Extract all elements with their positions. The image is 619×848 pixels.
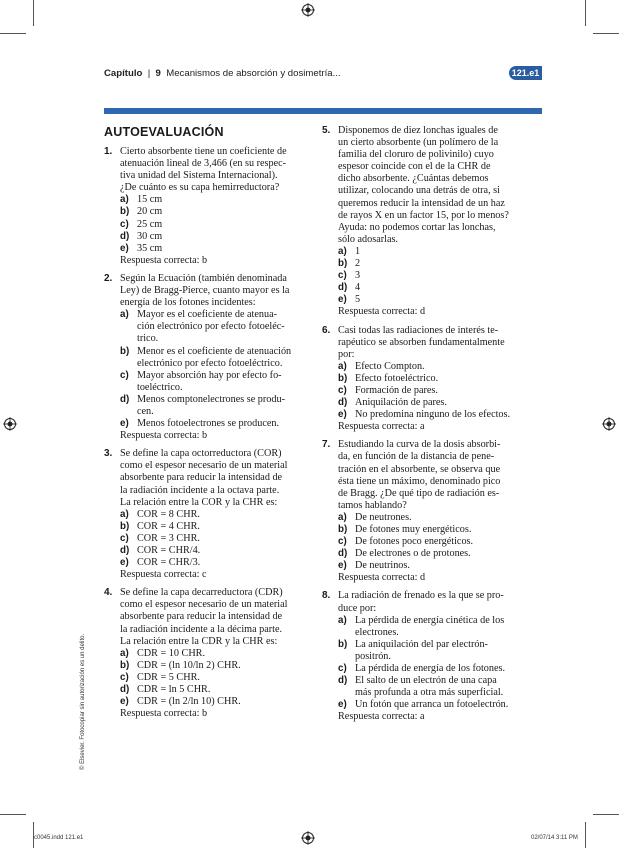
option-letter: b)	[120, 206, 130, 218]
option-letter: d)	[338, 397, 348, 409]
correct-answer: Respuesta correcta: b	[120, 254, 208, 266]
answer-option	[120, 206, 310, 218]
chapter-number: 9	[155, 68, 161, 79]
option-letter: c)	[338, 384, 347, 396]
option-letter: c)	[338, 536, 347, 548]
option-letter: a)	[338, 511, 347, 523]
question-text-line: Casi todas las radiaciones de interés te-	[338, 324, 499, 336]
answer-option	[120, 243, 310, 255]
option-letter: c)	[338, 270, 347, 282]
chapter-title: Mecanismos de absorción y dosimetría...	[166, 68, 341, 79]
option-text-line: Efecto fotoeléctrico.	[355, 372, 439, 384]
option-letter: b)	[338, 638, 348, 650]
option-text-line: 5	[355, 294, 361, 306]
option-text-line: Mayor absorción hay por efecto fo-	[137, 369, 282, 381]
option-text-line: CDR = (ln 2/ln 10) CHR.	[137, 696, 241, 708]
answer-option	[338, 512, 528, 524]
option-text-line: CDR = ln 5 CHR.	[137, 684, 211, 696]
option-letter: a)	[120, 194, 129, 206]
question-text-line: la radiación incidente a la décima parte.	[120, 623, 283, 635]
answer-option	[338, 294, 528, 306]
option-text-line: electrónico por efecto fotoeléctrico.	[137, 357, 283, 369]
option-letter: c)	[120, 532, 129, 544]
left-column	[104, 146, 310, 726]
answer-option	[338, 282, 528, 294]
option-letter: a)	[120, 647, 129, 659]
copyright-side-note: © Elsevier. Fotocopiar sin autorización es un delito.	[80, 633, 86, 770]
answer-option	[120, 545, 310, 557]
option-letter: c)	[120, 218, 129, 230]
correct-answer: Respuesta correcta: a	[338, 711, 425, 723]
option-text-line: Menor es el coeficiente de atenuación	[137, 345, 292, 357]
answer-option	[120, 309, 310, 345]
answer-option	[120, 521, 310, 533]
option-text-line: 20 cm	[137, 206, 163, 218]
registration-mark-icon	[602, 417, 616, 431]
option-text-line: Menos comptonelectrones se produ-	[137, 393, 285, 405]
question-text-line: da, en función de la distancia de pene-	[338, 451, 495, 463]
answer-option	[338, 615, 528, 639]
question-text-line: La radiación de frenado es la que se pro-	[338, 590, 504, 602]
answer-option	[338, 270, 528, 282]
option-letter: b)	[120, 520, 130, 532]
option-letter: b)	[120, 345, 130, 357]
question-text-line: Se define la capa octorreductora (COR)	[120, 448, 282, 460]
option-text-line: La pérdida de energía cinética de los	[355, 614, 505, 626]
page-number-badge: 121.e1	[509, 66, 542, 80]
question	[322, 590, 528, 723]
question-text-line: Se define la capa decarreductora (CDR)	[120, 587, 283, 599]
question-text-line: dicho absorbente. ¿Cuántas debemos	[338, 173, 489, 185]
answer-option	[338, 548, 528, 560]
option-letter: c)	[120, 671, 129, 683]
option-text-line: No predomina ninguno de los efectos.	[355, 409, 511, 421]
question	[322, 325, 528, 434]
question-text-line: La relación entre la COR y la CHR es:	[120, 496, 278, 508]
registration-mark-icon	[3, 417, 17, 431]
question-text-line: ésta tiene un máximo, denominado pico	[338, 475, 501, 487]
answer-option	[338, 409, 528, 421]
option-text-line: 35 cm	[137, 242, 163, 254]
question	[104, 273, 310, 442]
question-text-line: de rayos X en un factor 15, por lo menos?	[338, 209, 509, 221]
option-text-line: Menos fotoelectrones se producen.	[137, 418, 280, 430]
option-text-line: De neutrones.	[355, 511, 412, 523]
option-letter: e)	[120, 557, 129, 569]
answer-option	[120, 660, 310, 672]
option-text-line: Un fotón que arranca un fotoelectrón.	[355, 699, 509, 711]
option-text-line: La aniquilación del par electrón-	[355, 638, 488, 650]
question-text-line: la radiación incidente a la octava parte.	[120, 484, 280, 496]
option-text-line: 2	[355, 258, 361, 270]
option-text-line: positrón.	[355, 650, 391, 662]
option-letter: b)	[120, 659, 130, 671]
option-letter: a)	[338, 614, 347, 626]
option-text-line: ción electrónico por efecto fotoeléc-	[137, 321, 285, 333]
question-number: 3.	[104, 448, 113, 460]
option-letter: c)	[338, 663, 347, 675]
question-text-line: Ayuda: no podemos cortar las lonchas,	[338, 221, 496, 233]
chapter-label: Capítulo	[104, 68, 143, 79]
option-text-line: De electrones o de protones.	[355, 548, 471, 560]
option-letter: c)	[120, 369, 129, 381]
option-letter: d)	[338, 282, 348, 294]
option-letter: a)	[338, 360, 347, 372]
question-text-line: familia del cloruro de polivinilo) cuyo	[338, 149, 494, 161]
option-text-line: Efecto Compton.	[355, 360, 425, 372]
correct-answer: Respuesta correcta: b	[120, 430, 208, 442]
answer-option	[338, 560, 528, 572]
option-text-line: 25 cm	[137, 218, 163, 230]
option-text-line: 30 cm	[137, 230, 163, 242]
crop-mark	[593, 33, 619, 34]
correct-answer: Respuesta correcta: d	[338, 306, 426, 318]
option-text-line: COR = 3 CHR.	[137, 532, 200, 544]
option-text-line: CDR = (ln 10/ln 2) CHR.	[137, 659, 241, 671]
question-text-line: por:	[338, 348, 355, 360]
option-letter: e)	[120, 242, 129, 254]
answer-option	[120, 194, 310, 206]
registration-mark-icon	[301, 831, 315, 845]
question-text-line: energía de los fotones incidentes:	[120, 297, 256, 309]
answer-option	[120, 346, 310, 370]
option-text-line: COR = CHR/3.	[137, 557, 201, 569]
correct-answer: Respuesta correcta: d	[338, 572, 426, 584]
crop-mark	[585, 822, 586, 848]
option-letter: a)	[338, 245, 347, 257]
question-text-line: tiva unidad del Sistema Internacional).	[120, 170, 278, 182]
option-text-line: cen.	[137, 405, 154, 417]
question-text-line: como el espesor necesario de un material	[120, 599, 288, 611]
question-number: 5.	[322, 125, 331, 136]
option-text-line: Mayor es el coeficiente de atenua-	[137, 309, 278, 321]
option-text-line: electrones.	[355, 626, 399, 638]
crop-mark	[593, 814, 619, 815]
option-text-line: El salto de un electrón de una capa	[355, 675, 497, 687]
crop-mark	[0, 814, 26, 815]
option-text-line: De fotones muy energéticos.	[355, 524, 472, 535]
answer-option	[120, 557, 310, 569]
question-number: 8.	[322, 590, 331, 602]
option-text-line: COR = 8 CHR.	[137, 508, 200, 520]
option-letter: d)	[120, 230, 130, 242]
option-text-line: más profunda a otra más superficial.	[355, 687, 504, 699]
option-letter: d)	[120, 684, 130, 696]
question-text-line: espesor coincide con el de la CHR de	[338, 161, 491, 173]
option-letter: a)	[120, 508, 129, 520]
footer-timestamp: 02/07/14 3:11 PM	[531, 835, 578, 841]
answer-option	[120, 648, 310, 660]
option-letter: d)	[120, 545, 130, 556]
option-text-line: De neutrinos.	[355, 560, 410, 572]
option-text-line: toeléctrico.	[137, 381, 183, 393]
option-text-line: 15 cm	[137, 194, 163, 206]
question-text-line: Ley) de Bragg-Pierce, cuanto mayor es la	[120, 285, 290, 297]
question-text-line: Cierto absorbente tiene un coeficiente de	[120, 146, 287, 157]
correct-answer: Respuesta correcta: c	[120, 569, 207, 581]
question-text-line: Según la Ecuación (también denominada	[120, 272, 287, 284]
answer-option	[120, 370, 310, 394]
answer-option	[338, 385, 528, 397]
answer-option	[338, 361, 528, 373]
option-letter: e)	[338, 699, 347, 711]
answer-option	[338, 536, 528, 548]
answer-option	[120, 509, 310, 521]
crop-mark	[0, 33, 26, 34]
question-text-line: sólo adosarlas.	[338, 233, 398, 245]
right-column	[322, 125, 528, 730]
option-text-line: CDR = 5 CHR.	[137, 671, 200, 683]
question-text-line: La relación entre la CDR y la CHR es:	[120, 635, 278, 647]
correct-answer: Respuesta correcta: a	[338, 421, 425, 433]
answer-option	[120, 418, 310, 430]
header-rule	[104, 108, 542, 114]
option-letter: b)	[338, 524, 348, 535]
question-text-line: un cierto absorbente (un polímero de la	[338, 137, 499, 149]
option-letter: d)	[338, 548, 348, 560]
answer-option	[338, 699, 528, 711]
answer-option	[338, 397, 528, 409]
question	[104, 146, 310, 267]
option-text-line: Formación de pares.	[355, 384, 438, 396]
crop-mark	[33, 0, 34, 26]
answer-option	[120, 672, 310, 684]
answer-option	[120, 394, 310, 418]
option-text-line: COR = CHR/4.	[137, 545, 201, 556]
answer-option	[338, 246, 528, 258]
question-text-line: Estudiando la curva de la dosis absorbi-	[338, 439, 501, 451]
option-text-line: De fotones poco energéticos.	[355, 536, 474, 548]
option-text-line: La pérdida de energía de los fotones.	[355, 663, 506, 675]
question	[104, 587, 310, 720]
option-letter: a)	[120, 309, 129, 321]
footer-file-info: c0045.indd 121.e1	[34, 835, 84, 841]
option-letter: d)	[338, 675, 348, 687]
option-text-line: CDR = 10 CHR.	[137, 647, 206, 659]
question-text-line: absorbente para reducir la intensidad de	[120, 472, 283, 484]
question-text-line: atenuación lineal de 3,466 (en su respec-	[120, 158, 287, 170]
crop-mark	[585, 0, 586, 26]
option-text-line: 1	[355, 245, 361, 257]
correct-answer: Respuesta correcta: b	[120, 708, 208, 720]
question-text-line: duce por:	[338, 602, 377, 614]
option-text-line: trico.	[137, 333, 159, 345]
question	[322, 439, 528, 584]
option-letter: b)	[338, 258, 348, 270]
question-text-line: rapéutico se absorben fundamentalmente	[338, 336, 505, 348]
option-letter: e)	[338, 294, 347, 306]
option-letter: e)	[120, 418, 129, 430]
question-text-line: ¿De cuánto es su capa hemirreductora?	[120, 182, 280, 194]
running-header: Capítulo | 9 Mecanismos de absorción y dosimetría...	[104, 68, 341, 79]
question-text-line: como el espesor necesario de un material	[120, 460, 288, 472]
question-text-line: utilizar, colocando una detrás de otra, si	[338, 185, 500, 197]
option-letter: e)	[338, 560, 347, 572]
question	[322, 125, 528, 319]
question-text-line: Disponemos de diez lonchas iguales de	[338, 125, 498, 136]
option-text-line: 4	[355, 282, 361, 294]
question-text-line: tración en el absorbente, se observa que	[338, 463, 501, 475]
option-letter: e)	[338, 409, 347, 421]
question-number: 1.	[104, 146, 113, 157]
answer-option	[338, 524, 528, 536]
option-letter: d)	[120, 393, 130, 405]
option-text-line: Aniquilación de pares.	[355, 397, 447, 409]
question-text-line: tamos hablando?	[338, 499, 407, 511]
answer-option	[120, 696, 310, 708]
question-text-line: absorbente para reducir la intensidad de	[120, 611, 283, 623]
answer-option	[338, 373, 528, 385]
answer-option	[338, 258, 528, 270]
question-number: 6.	[322, 324, 331, 336]
question-text-line: queremos reducir la intensidad de un haz	[338, 197, 505, 209]
answer-option	[120, 231, 310, 243]
answer-option	[120, 533, 310, 545]
question-number: 2.	[104, 272, 113, 284]
option-letter: e)	[120, 696, 129, 708]
answer-option	[120, 219, 310, 231]
answer-option	[338, 663, 528, 675]
question-text-line: de Bragg. ¿De qué tipo de radiación es-	[338, 487, 500, 499]
question-number: 7.	[322, 439, 331, 451]
section-title: AUTOEVALUACIÓN	[104, 125, 224, 139]
question-number: 4.	[104, 587, 113, 599]
option-text-line: COR = 4 CHR.	[137, 520, 200, 532]
option-letter: b)	[338, 372, 348, 384]
question	[104, 448, 310, 581]
answer-option	[120, 684, 310, 696]
answer-option	[338, 639, 528, 663]
registration-mark-icon	[301, 3, 315, 17]
answer-option	[338, 675, 528, 699]
option-text-line: 3	[355, 270, 361, 282]
